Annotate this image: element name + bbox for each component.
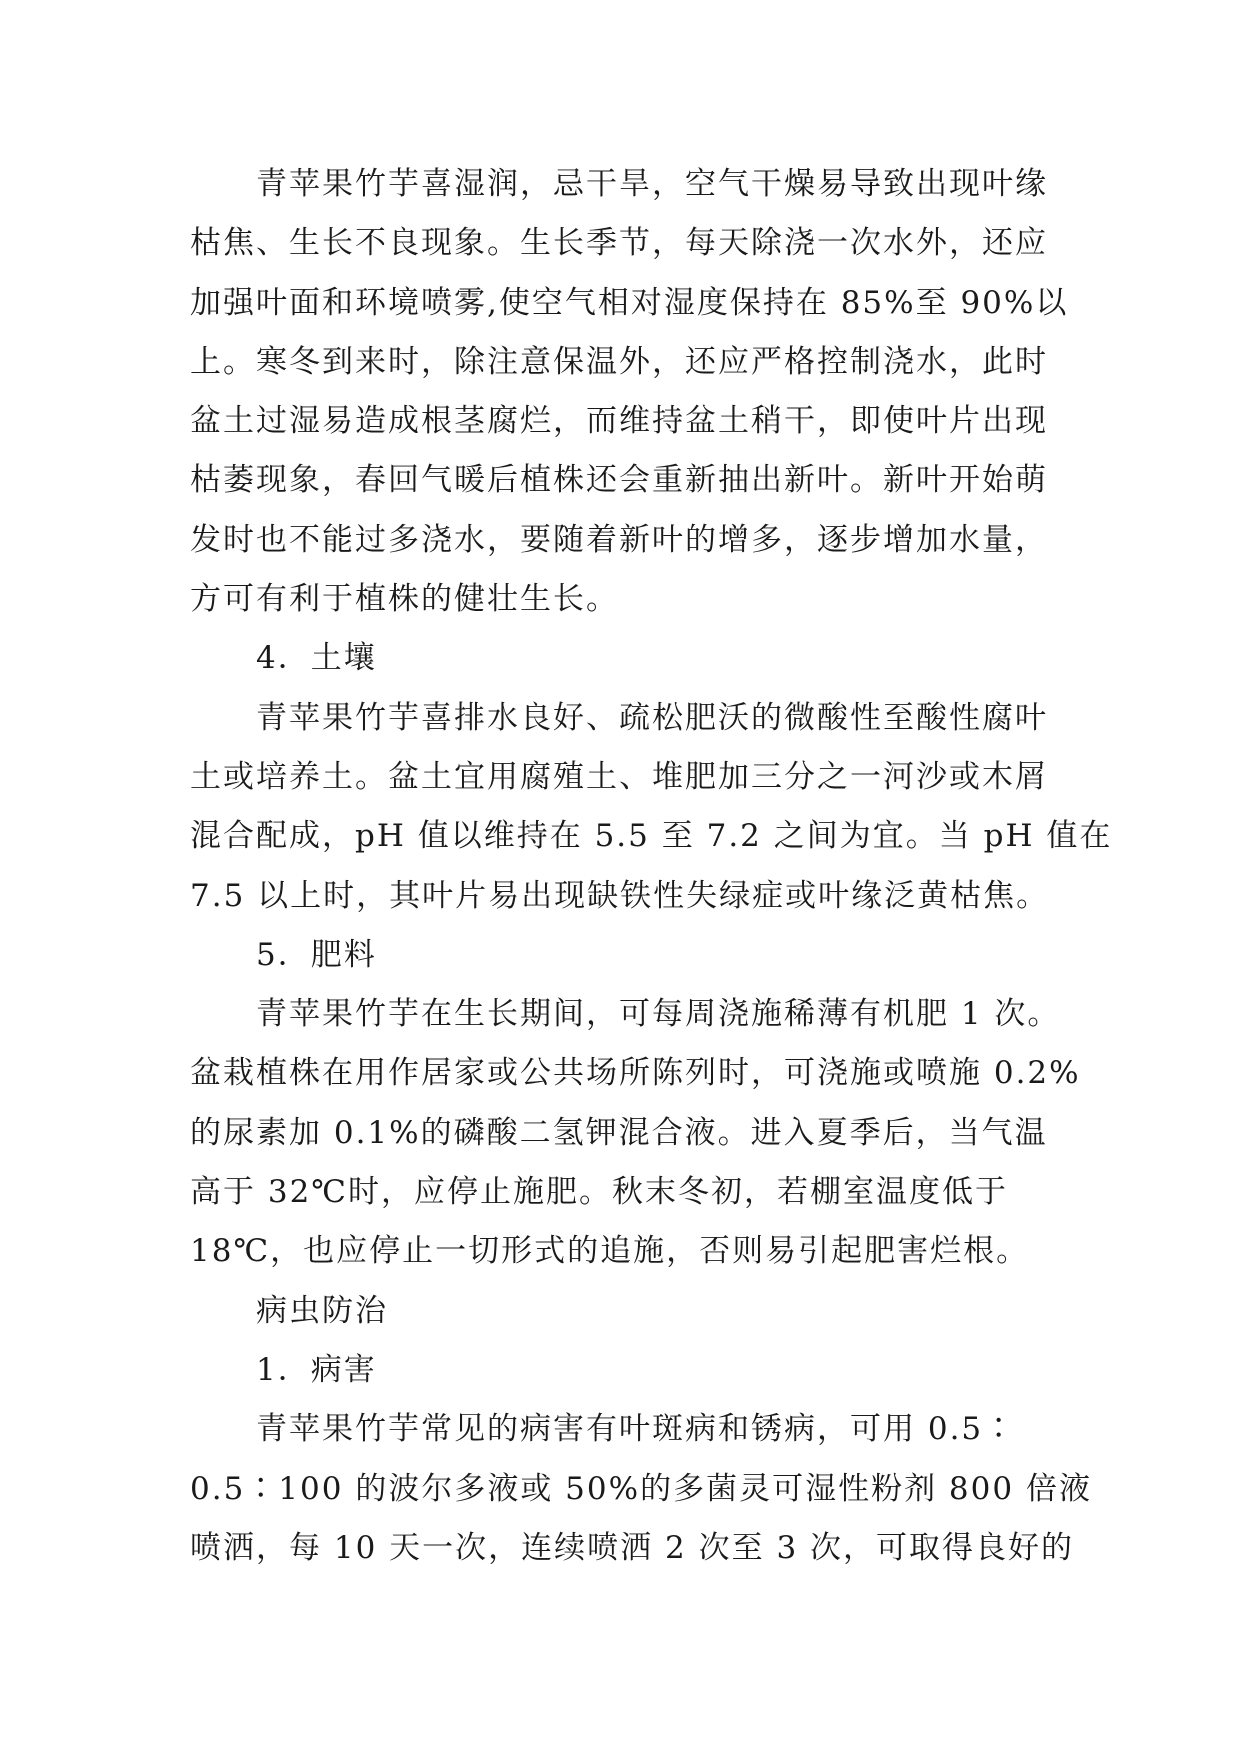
text-line: 青苹果竹芋在生长期间，可每周浇施稀薄有机肥 1 次。: [256, 996, 1061, 1033]
text-line: 高于 32℃时，应停止施肥。秋末冬初，若棚室温度低于: [190, 1174, 1008, 1211]
document-body: [190, 155, 1113, 1578]
text-line: 7.5 以上时，其叶片易出现缺铁性失绿症或叶缘泛黄枯焦。: [190, 877, 1050, 914]
text-line: 喷洒，每 10 天一次，连续喷洒 2 次至 3 次，可取得良好的: [190, 1529, 1075, 1566]
text-line: 方可有利于植株的健壮生长。: [190, 581, 619, 618]
text-line: 枯萎现象，春回气暖后植株还会重新抽出新叶。新叶开始萌: [190, 462, 1048, 499]
paragraph-fertilizer: [190, 985, 1080, 1281]
text-line: 青苹果竹芋喜湿润，忌干旱，空气干燥易导致出现叶缘: [256, 166, 1048, 202]
text-line: 土或培养土。盆土宜用腐殖土、堆肥加三分之一河沙或木屑: [190, 758, 1048, 795]
text-line: 青苹果竹芋喜排水良好、疏松肥沃的微酸性至酸性腐叶: [256, 699, 1048, 736]
text-line: 青苹果竹芋常见的病害有叶斑病和锈病，可用 0.5∶: [256, 1411, 1017, 1448]
text-line: 的尿素加 0.1%的磷酸二氢钾混合液。进入夏季后，当气温: [190, 1114, 1048, 1151]
heading-diseases: 1．病害: [256, 1351, 377, 1388]
text-line: 盆土过湿易造成根茎腐烂，而维持盆土稍干，即使叶片出现: [190, 403, 1048, 440]
paragraph-soil: [190, 689, 1113, 926]
paragraph-diseases: [190, 1400, 1092, 1578]
paragraph-humidity: [190, 155, 1080, 629]
heading-fertilizer: 5．肥料: [256, 936, 377, 973]
text-line: 18℃，也应停止一切形式的追施，否则易引起肥害烂根。: [190, 1233, 1030, 1270]
text-line: 加强叶面和环境喷雾,使空气相对湿度保持在 85%至 90%以: [190, 284, 1069, 321]
heading-soil: 4．土壤: [256, 640, 377, 677]
text-line: 0.5∶100 的波尔多液或 50%的多菌灵可湿性粉剂 800 倍液: [190, 1470, 1092, 1507]
text-line: 上。寒冬到来时，除注意保温外，还应严格控制浇水，此时: [190, 343, 1048, 380]
text-line: 发时也不能过多浇水，要随着新叶的增多，逐步增加水量，: [190, 521, 1048, 558]
text-line: 混合配成，pH 值以维持在 5.5 至 7.2 之间为宜。当 pH 值在: [190, 818, 1113, 855]
text-line: 枯焦、生长不良现象。生长季节，每天除浇一次水外，还应: [190, 225, 1048, 262]
heading-pest-control: 病虫防治: [256, 1292, 388, 1329]
text-line: 盆栽植株在用作居家或公共场所陈列时，可浇施或喷施 0.2%: [190, 1055, 1081, 1092]
